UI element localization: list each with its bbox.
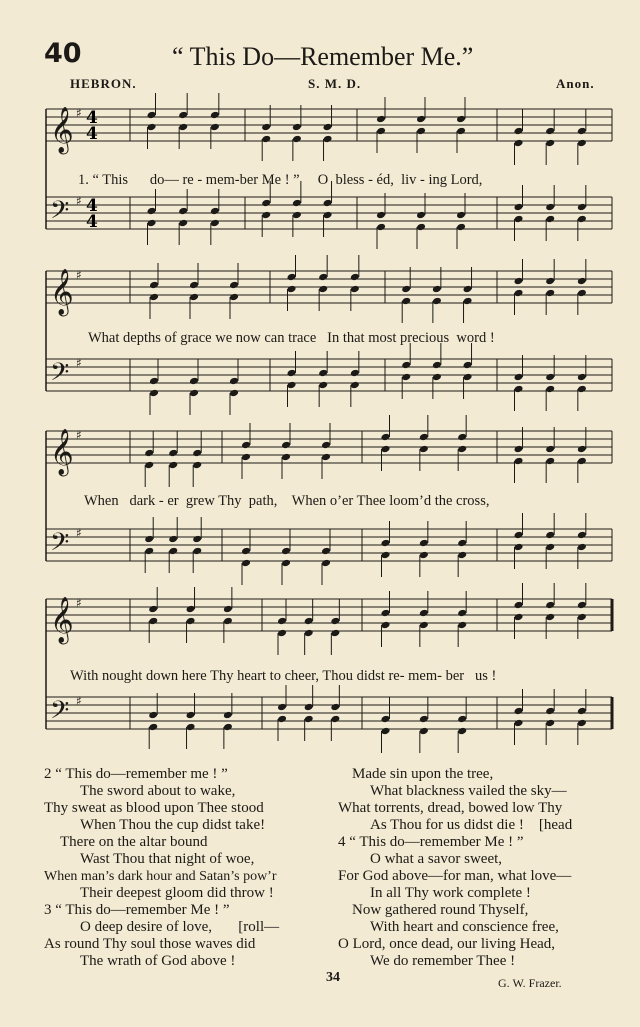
svg-text:𝄞: 𝄞 xyxy=(50,429,74,475)
author-credit: G. W. Frazer. xyxy=(498,976,562,990)
verse-line: As round Thy soul those waves did xyxy=(44,936,256,952)
svg-text:♯: ♯ xyxy=(76,194,82,208)
verse-line: There on the altar bound xyxy=(60,834,208,850)
svg-text:4: 4 xyxy=(86,196,98,216)
verse-line: 2 “ This do—remember me ! ” xyxy=(44,766,228,782)
svg-text:𝄢: 𝄢 xyxy=(50,528,70,563)
composer: Anon. xyxy=(556,76,595,91)
svg-text:♯: ♯ xyxy=(76,268,82,282)
verse-line: O Lord, once dead, our living Head, xyxy=(338,936,556,952)
tune-name: HEBRON. xyxy=(70,76,137,91)
svg-text:♯: ♯ xyxy=(76,596,82,610)
verse-line: Now gathered round Thyself, xyxy=(352,902,529,918)
verse-line: Thy sweat as blood upon Thee stood xyxy=(44,800,264,816)
svg-text:𝄢: 𝄢 xyxy=(50,196,70,231)
page-number: 34 xyxy=(326,970,340,985)
verse-line: 3 “ This do—remember Me ! ” xyxy=(44,902,230,918)
verse-line: The sword about to wake, xyxy=(80,783,236,799)
verse-line: When Thou the cup didst take! xyxy=(80,817,266,833)
lyric-line-4: With nought down here Thy heart to cheer, Thou didst re- mem- ber us ! xyxy=(70,668,497,684)
verse-line: Wast Thou that night of woe, xyxy=(80,851,255,867)
svg-text:♯: ♯ xyxy=(76,356,82,370)
verse-line: What torrents, dread, bowed low Thy xyxy=(338,800,563,816)
hymn-title: “ This Do—Remember Me.” xyxy=(172,42,474,71)
svg-text:♯: ♯ xyxy=(76,526,82,540)
hymn-number: 40 xyxy=(44,38,82,69)
svg-text:♯: ♯ xyxy=(76,428,82,442)
verse-line: In all Thy work complete ! xyxy=(370,885,531,901)
verse-line: As Thou for us didst die ! [head xyxy=(370,817,573,833)
verse-line: When man’s dark hour and Satan’s pow’r xyxy=(44,869,277,884)
verse-line: We do remember Thee ! xyxy=(370,953,516,969)
verse-line: What blackness vailed the sky— xyxy=(370,783,567,799)
verse-line: O deep desire of love, [roll— xyxy=(80,919,280,935)
svg-text:𝄢: 𝄢 xyxy=(50,358,70,393)
lyric-line-1: 1. “ This do— re - mem-ber Me ! ” O bless - éd, liv - ing Lord, xyxy=(78,172,483,188)
svg-text:♯: ♯ xyxy=(76,106,82,120)
svg-text:4: 4 xyxy=(86,124,98,144)
verse-line: O what a savor sweet, xyxy=(370,851,503,867)
verse-line: Made sin upon the tree, xyxy=(352,766,494,782)
lyric-line-3: When dark - er grew Thy path, When o’er Thee loom’d the cross, xyxy=(84,493,490,509)
verse-line: The wrath of God above ! xyxy=(80,953,236,969)
svg-text:𝄢: 𝄢 xyxy=(50,696,70,731)
meter: S. M. D. xyxy=(308,76,362,91)
svg-text:𝄞: 𝄞 xyxy=(50,269,74,315)
svg-text:4: 4 xyxy=(86,108,98,128)
svg-text:𝄞: 𝄞 xyxy=(50,107,74,153)
lyric-line-2: What depths of grace we now can trace In that most precious word ! xyxy=(88,330,495,346)
verse-line: With heart and conscience free, xyxy=(370,919,559,935)
svg-text:𝄞: 𝄞 xyxy=(50,597,74,643)
svg-text:4: 4 xyxy=(86,212,98,232)
verse-line: Their deepest gloom did throw ! xyxy=(80,885,274,901)
verse-line: 4 “ This do—remember Me ! ” xyxy=(338,834,524,850)
svg-text:♯: ♯ xyxy=(76,694,82,708)
verse-line: For God above—for man, what love— xyxy=(338,868,572,884)
